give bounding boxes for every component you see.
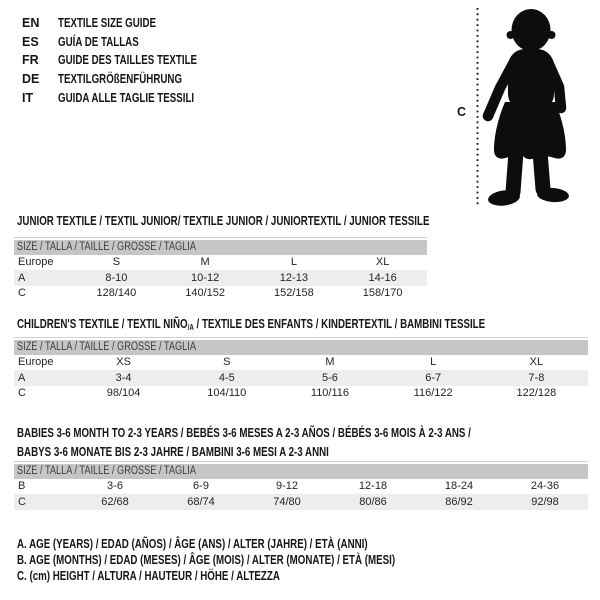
language-title: GUÍA DE TALLAS bbox=[58, 34, 139, 49]
table-row bbox=[14, 270, 427, 286]
size-table-header bbox=[14, 240, 427, 255]
section-title-junior bbox=[17, 215, 546, 228]
title-subscript: /A bbox=[187, 323, 194, 332]
size-value-cell: 3-6 bbox=[107, 480, 123, 493]
size-table-header bbox=[14, 464, 588, 479]
size-value-cell: 122/128 bbox=[516, 387, 557, 400]
size-value-cell: 86/92 bbox=[445, 495, 473, 508]
children-size-table bbox=[14, 337, 588, 401]
footnotes bbox=[17, 536, 502, 585]
size-value-cell: L bbox=[290, 256, 297, 269]
size-value-cell: 14-16 bbox=[368, 271, 397, 284]
size-value-cell: 80/86 bbox=[359, 495, 387, 508]
table-row bbox=[14, 286, 427, 302]
size-value-cell: 10-12 bbox=[191, 271, 220, 284]
size-value-cell: 98/104 bbox=[106, 387, 141, 400]
row-label-cell: A bbox=[18, 371, 26, 384]
children-table-grid bbox=[14, 355, 588, 402]
size-value-cell: S bbox=[223, 356, 231, 369]
size-value-cell: 9-12 bbox=[275, 480, 299, 493]
table-row bbox=[14, 255, 427, 271]
size-value-cell: 116/122 bbox=[413, 387, 453, 400]
size-value-cell: XL bbox=[375, 256, 390, 269]
size-value-cell: 3-4 bbox=[115, 371, 132, 384]
row-label-cell: Europe bbox=[18, 356, 54, 369]
size-value-cell: 158/170 bbox=[362, 287, 403, 300]
size-value-cell: 68/74 bbox=[187, 495, 215, 508]
language-title: TEXTILGRÖßENFÜHRUNG bbox=[58, 72, 183, 87]
size-header-text: SIZE / TALLA / TAILLE / GRÖSSE / TAGLIA bbox=[17, 465, 196, 477]
size-value-cell: 12-18 bbox=[358, 480, 388, 493]
language-list bbox=[22, 14, 236, 107]
language-title: GUIDE DES TAILLES TEXTILE bbox=[58, 53, 198, 68]
row-label-cell: C bbox=[18, 495, 26, 508]
table-row bbox=[14, 355, 588, 371]
size-table-header bbox=[14, 340, 588, 355]
table-row bbox=[14, 386, 588, 402]
size-value-cell: 4-5 bbox=[218, 371, 235, 384]
footnote-b: B. AGE (MONTHS) / EDAD (MESES) / ÂGE (MOIS) / ALTER (MONATE) / ETÀ (MESI) bbox=[17, 553, 396, 568]
table-row bbox=[14, 479, 588, 495]
size-header-text: SIZE / TALLA / TAILLE / GRÖSSE / TAGLIA bbox=[17, 241, 196, 253]
size-value-cell: 7-8 bbox=[528, 371, 545, 384]
language-code: ES bbox=[22, 34, 39, 49]
size-value-cell: XS bbox=[116, 356, 131, 369]
size-value-cell: 5-6 bbox=[322, 371, 338, 384]
size-value-cell: XL bbox=[529, 356, 544, 369]
table-row bbox=[14, 494, 588, 510]
size-value-cell: 104/110 bbox=[207, 387, 247, 400]
section-title-children bbox=[17, 318, 600, 335]
language-row-es bbox=[22, 33, 236, 52]
language-row-en bbox=[22, 14, 236, 33]
section-title-text bbox=[17, 318, 485, 335]
table-row bbox=[14, 370, 588, 386]
row-label-cell: C bbox=[18, 387, 26, 400]
size-value-cell: 140/152 bbox=[185, 287, 225, 300]
height-measure-label: C bbox=[457, 105, 467, 119]
size-value-cell: S bbox=[112, 256, 121, 269]
size-value-cell: 6-7 bbox=[425, 371, 442, 384]
size-value-cell: 74/80 bbox=[273, 495, 301, 508]
language-title: TEXTILE SIZE GUIDE bbox=[58, 16, 157, 31]
size-value-cell: 92/98 bbox=[531, 495, 559, 508]
footnote-c: C. (cm) HEIGHT / ALTURA / HAUTEUR / HÖHE / ALTEZZA bbox=[17, 569, 280, 584]
language-row-de bbox=[22, 70, 236, 89]
size-value-cell: 18-24 bbox=[444, 480, 474, 493]
size-value-cell: 24-36 bbox=[530, 480, 560, 493]
section-title-text-line2: BABYS 3-6 MONATE BIS 2-3 JAHRE / BAMBINI 3-6 MESI A 2-3 ANNI bbox=[17, 444, 329, 459]
language-code: DE bbox=[22, 72, 40, 87]
language-code: IT bbox=[22, 90, 34, 105]
size-value-cell: M bbox=[200, 256, 210, 269]
junior-size-table bbox=[14, 237, 427, 301]
row-label-cell: Europe bbox=[18, 256, 54, 269]
babies-size-table bbox=[14, 461, 588, 510]
language-title: GUIDA ALLE TAGLIE TESSILI bbox=[58, 90, 195, 105]
language-code: EN bbox=[22, 16, 40, 31]
footnote-a: A. AGE (YEARS) / EDAD (AÑOS) / ÂGE (ANS) / ALTER (JAHRE) / ETÀ (ANNI) bbox=[17, 537, 368, 551]
size-value-cell: 110/116 bbox=[310, 387, 350, 400]
title-pre: CHILDREN'S TEXTILE / TEXTIL NIÑO bbox=[17, 317, 188, 331]
size-value-cell: 12-13 bbox=[279, 271, 308, 284]
size-value-cell: 8-10 bbox=[105, 271, 128, 284]
section-title-text: JUNIOR TEXTILE / TEXTIL JUNIOR/ TEXTILE JUNIOR / JUNIORTEXTIL / JUNIOR TESSILE bbox=[17, 214, 430, 228]
section-title-text: BABIES 3-6 MONTH TO 2-3 YEARS / BEBÉS 3-6 MESES A 2-3 AÑOS / BÉBÉS 3-6 MOIS À 2-3 ANS / bbox=[17, 426, 471, 440]
size-value-cell: 152/158 bbox=[273, 287, 314, 300]
row-label-cell: C bbox=[18, 287, 26, 300]
language-row-fr bbox=[22, 51, 236, 70]
size-value-cell: 62/68 bbox=[101, 495, 129, 508]
title-post: / TEXTILE DES ENFANTS / KINDERTEXTIL / BAMBINI TESSILE bbox=[193, 317, 486, 331]
junior-table-grid bbox=[14, 255, 427, 302]
babies-table-grid bbox=[14, 479, 588, 510]
section-title-babies bbox=[17, 424, 599, 461]
size-header-text: SIZE / TALLA / TAILLE / GRÖSSE / TAGLIA bbox=[17, 341, 196, 353]
language-row-it bbox=[22, 88, 236, 107]
row-label-cell: A bbox=[18, 271, 26, 284]
row-label-cell: B bbox=[18, 480, 26, 493]
size-value-cell: M bbox=[325, 356, 335, 369]
size-value-cell: 6-9 bbox=[193, 480, 209, 493]
size-value-cell: L bbox=[430, 356, 437, 369]
size-value-cell: 128/140 bbox=[96, 287, 137, 300]
baby-silhouette-icon bbox=[472, 4, 584, 210]
language-code: FR bbox=[22, 53, 39, 68]
